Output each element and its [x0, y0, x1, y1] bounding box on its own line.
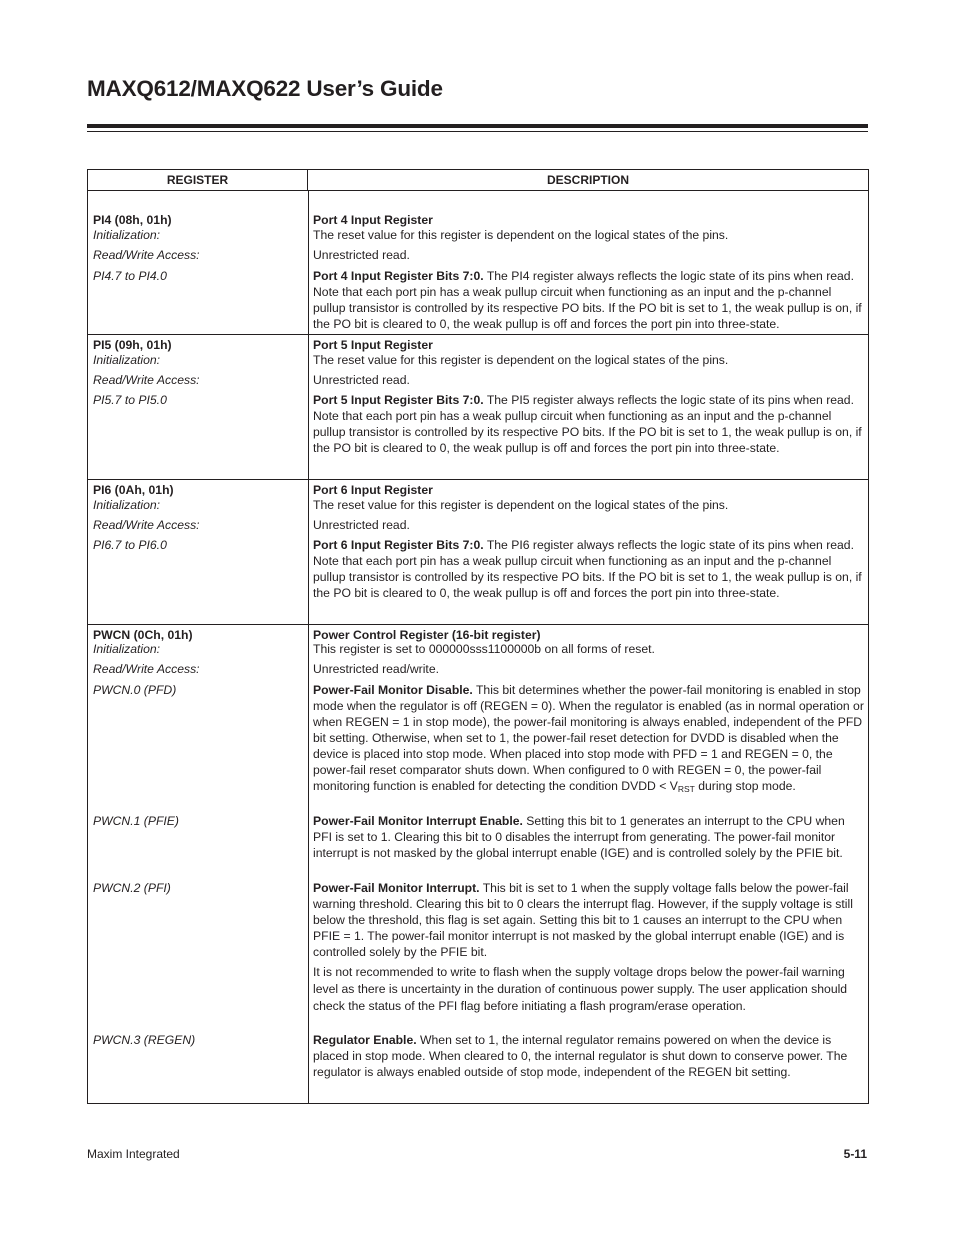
- register-title: Port 5 Input Register: [313, 338, 433, 352]
- bits-description: Port 6 Input Register Bits 7:0. The PI6 register always reflects the logic state of its pins when read. Note that each port pin has a weak pullup circuit when functioning as an input and the p-channel pullup transistor is controlled by its respective PO bits. If the PO bit is set to 1, the weak pullup is on, if the PO bit is cleared to 0, the weak pullup is off and forces the port pin into three-state.: [313, 538, 862, 600]
- table-row-pi6: [88, 480, 868, 625]
- document-title: MAXQ612/MAXQ622 User’s Guide: [87, 76, 443, 101]
- pfd-description: Power-Fail Monitor Disable. This bit determines whether the power-fail monitoring is enabled in stop mode when the regulator is off (REGEN = 0). When the regulator is enabled (as in normal operation or when REGEN = 1 in stop mode), the power-fail monitoring is always enabled, independent of the PFD bit setting. Otherwise, when set to 1, the power-fail reset detection for DVDD is disabled when the device is placed into stop mode. When placed into stop mode with PFD = 1 and REGEN = 0, the power-fail reset comparator shuts down. When configured to 0 with REGEN = 0, the power-fail monitoring function is enabled for detecting the condition DVDD < $V_{RST}$ during stop mode.: [313, 683, 864, 794]
- pfi-label: PWCN.2 (PFI): [93, 881, 171, 895]
- init-text: The reset value for this register is dependent on the logical states of the pins.: [313, 228, 729, 242]
- bits-label: PI4.7 to PI4.0: [93, 269, 167, 283]
- init-text: The reset value for this register is dependent on the logical states of the pins.: [313, 498, 729, 512]
- bits-description: Port 4 Input Register Bits 7:0. The PI4 register always reflects the logic state of its pins when read. Note that each port pin has a weak pullup circuit when functioning as an input and the p-channel pullup transistor is controlled by its respective PO bits. If the PO bit is set to 1, the weak pullup is on, if the PO bit is cleared to 0, the weak pullup is off and forces the port pin into three-state.: [313, 269, 862, 331]
- init-text: This register is set to 000000sss1100000b on all forms of reset.: [313, 642, 655, 656]
- rw-label: Read/Write Access:: [93, 373, 200, 387]
- register-name: PI6 (0Ah, 01h): [93, 483, 174, 497]
- table-header: [88, 170, 868, 191]
- footer-page-number: 5-11: [843, 1147, 867, 1161]
- title-rule-thick: [87, 124, 868, 128]
- regen-label: PWCN.3 (REGEN): [93, 1033, 196, 1047]
- pfi-description: Power-Fail Monitor Interrupt. This bit is set to 1 when the supply voltage falls below the power-fail warning threshold. Clearing this bit to 0 clears the interrupt flag. However, if the supply voltage is still below the threshold, this flag is set again. Setting this bit to 1 causes an interrupt to the CPU when PFIE = 1. The power-fail monitor interrupt is not masked by the global interrupt enable (IGE) and is controlled solely by the PFIE bit.: [313, 881, 853, 959]
- title-rule-thin: [87, 131, 868, 132]
- register-title: Power Control Register (16-bit register): [313, 628, 541, 642]
- rw-text: Unrestricted read.: [313, 373, 410, 387]
- pfd-label: PWCN.0 (PFD): [93, 683, 177, 697]
- table-row-pi5: [88, 335, 868, 480]
- init-text: The reset value for this register is dependent on the logical states of the pins.: [313, 353, 729, 367]
- rw-label: Read/Write Access:: [93, 518, 200, 532]
- bits-label: PI6.7 to PI6.0: [93, 538, 167, 552]
- header-description: DESCRIPTION: [546, 173, 629, 187]
- bits-description: Port 5 Input Register Bits 7:0. The PI5 register always reflects the logic state of its pins when read. Note that each port pin has a weak pullup circuit when functioning as an input and the p-channel pullup transistor is controlled by its respective PO bits. If the PO bit is set to 1, the weak pullup is on, if the PO bit is cleared to 0, the weak pullup is off and forces the port pin into three-state.: [313, 393, 862, 455]
- rw-label: Read/Write Access:: [93, 662, 200, 676]
- init-label: Initialization:: [93, 228, 161, 242]
- header-register: REGISTER: [88, 170, 308, 190]
- init-label: Initialization:: [93, 498, 161, 512]
- bits-label: PI5.7 to PI5.0: [93, 393, 167, 407]
- footer-company: Maxim Integrated: [87, 1147, 180, 1161]
- register-title: Port 4 Input Register: [313, 213, 433, 227]
- regen-description: Regulator Enable. When set to 1, the internal regulator remains powered on when the device is placed in stop mode. When cleared to 0, the internal regulator is shut down to conserve power. The regulator is always enabled outside of stop mode, independent of the REGEN bit setting.: [313, 1033, 848, 1079]
- rw-text: Unrestricted read/write.: [313, 662, 439, 676]
- register-name: PI4 (08h, 01h): [93, 213, 172, 227]
- register-title: Port 6 Input Register: [313, 483, 433, 497]
- pfie-label: PWCN.1 (PFIE): [93, 814, 179, 828]
- init-label: Initialization:: [93, 353, 161, 367]
- table-row-pi4: [88, 191, 868, 335]
- pfie-description: Power-Fail Monitor Interrupt Enable. Setting this bit to 1 generates an interrupt to the CPU when PFI is set to 1. Clearing this bit to 0 disables the interrupt from generating. The power-fail monitor interrupt is not masked by the global interrupt enable (IGE) and is controlled solely by the PFIE bit.: [313, 814, 845, 860]
- rw-text: Unrestricted read.: [313, 248, 410, 262]
- rw-label: Read/Write Access:: [93, 248, 200, 262]
- table-row-pwcn: [88, 625, 868, 1103]
- init-label: Initialization:: [93, 642, 161, 656]
- register-name: PWCN (0Ch, 01h): [93, 628, 193, 642]
- pfi-note: It is not recommended to write to flash when the supply voltage drops below the power-fail warning level as there is uncertainty in the duration of continuous power supply. The user application should check the status of the PFI flag before initiating a flash program/erase operation.: [313, 965, 848, 1013]
- rw-text: Unrestricted read.: [313, 518, 410, 532]
- register-name: PI5 (09h, 01h): [93, 338, 172, 352]
- register-table: [87, 169, 869, 1104]
